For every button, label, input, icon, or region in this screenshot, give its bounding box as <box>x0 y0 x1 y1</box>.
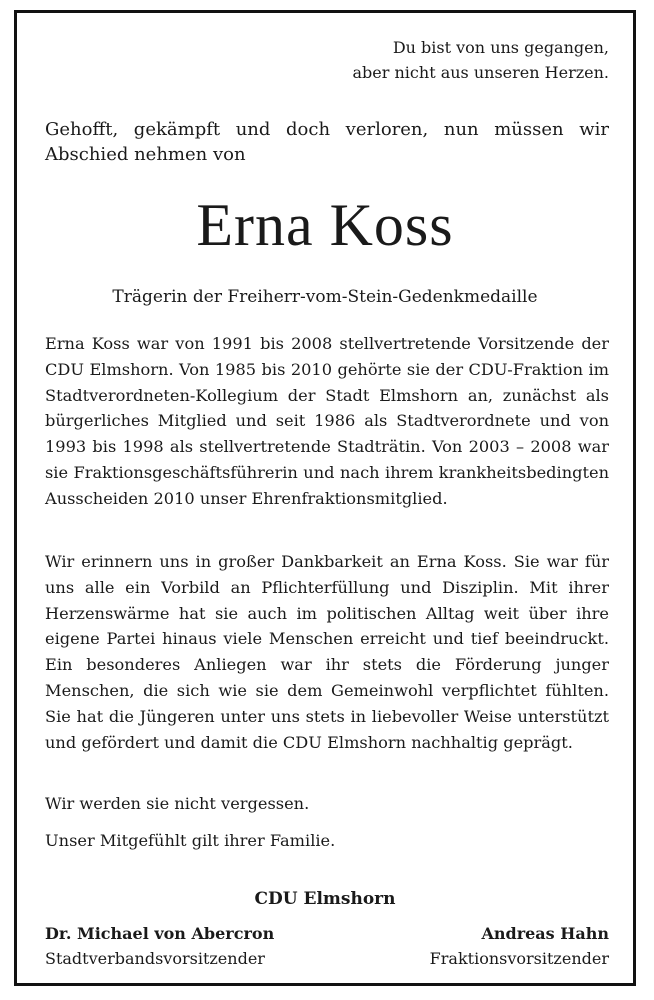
remembrance-line: Wir werden sie nicht vergessen. <box>45 794 310 813</box>
obituary-notice <box>14 10 636 986</box>
signatory-left <box>45 921 274 971</box>
tribute-paragraph: Wir erinnern uns in großer Dankbarkeit an Erna Koss. Sie war für uns alle ein Vorbild an Pflichterfüllung und Disziplin. Mit ihrer Herzenswärme hat sie auch im politischen Alltag weit über ihre eigene Partei hinaus viele Menschen erreicht und tief beeindruckt. Ein besonderes Anliegen war ihr stets die Förderung junger Menschen, die sich wie sie dem Gemeinwohl verpflichtet fühlten. Sie hat die Jüngeren unter uns stets in liebevoller Weise unterstützt und gefördert und damit die CDU Elmshorn nachhaltig geprägt. <box>45 552 609 752</box>
signatory-role: Fraktionsvorsitzender <box>429 949 609 968</box>
motto-line-1: Du bist von uns gegangen, <box>392 38 609 57</box>
intro-text: Gehofft, gekämpft und doch verloren, nun müssen wir Abschied nehmen von <box>45 119 609 165</box>
deceased-honor: Trägerin der Freiherr-vom-Stein-Gedenkmedaille <box>112 287 538 307</box>
motto-line-2: aber nicht aus unseren Herzen. <box>352 63 609 82</box>
signatory-right <box>430 921 609 971</box>
signatory-name: Dr. Michael von Abercron <box>45 924 275 943</box>
condolence-line: Unser Mitgefühlt gilt ihrer Familie. <box>45 831 336 850</box>
deceased-name: Erna Koss <box>196 192 454 258</box>
signatory-role: Stadtverbandsvorsitzender <box>45 949 265 968</box>
signatory-name: Andreas Hahn <box>481 924 609 943</box>
motto-quote <box>353 35 609 85</box>
organization-name: CDU Elmshorn <box>254 889 396 909</box>
biography-paragraph: Erna Koss war von 1991 bis 2008 stellvertretende Vorsitzende der CDU Elmshorn. Von 1985 bis 2010 gehörte sie der CDU-Fraktion im Stadtverordneten-Kollegium der Stadt Elmshorn an, zunächst als bürgerliches Mitglied und seit 1986 als Stadtverordnete und von 1993 bis 1998 als stellvertretende Stadträtin. Von 2003 – 2008 war sie Fraktionsgeschäftsführerin und nach ihrem krankheitsbedingten Ausscheiden 2010 unser Ehrenfraktionsmitglied. <box>45 334 609 508</box>
